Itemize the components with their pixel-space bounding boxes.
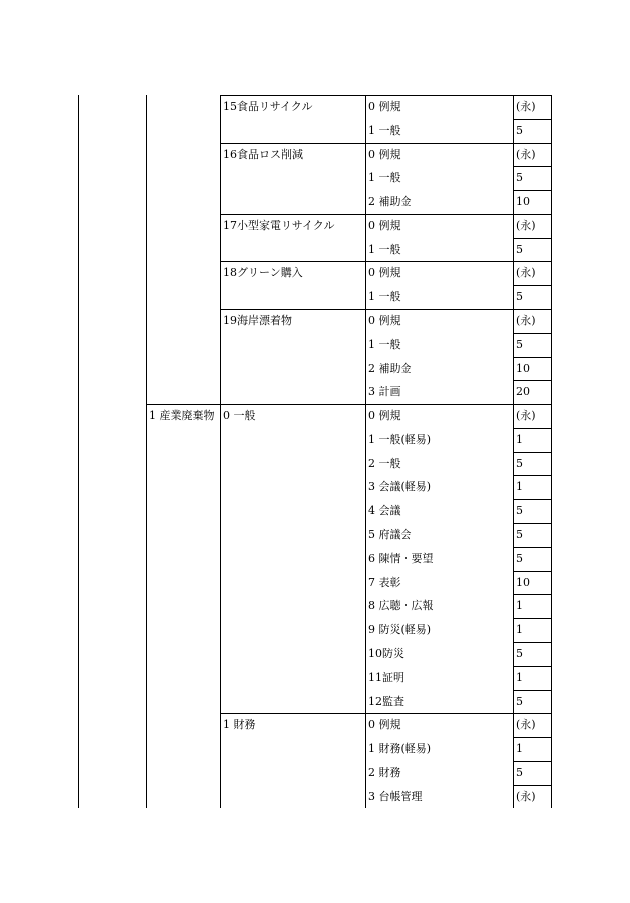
item-label: 1 一般 — [368, 337, 401, 351]
group-separator — [220, 214, 551, 215]
subcategory-label: 16食品ロス削減 — [223, 147, 303, 161]
row-separator — [513, 499, 551, 500]
group-separator — [220, 713, 551, 714]
item-label: 1 一般 — [368, 290, 401, 304]
retention-period: (永) — [516, 718, 536, 732]
subcategory-label: 15食品リサイクル — [223, 100, 313, 113]
row-separator — [513, 119, 551, 120]
table-border-right — [551, 95, 552, 808]
row-separator — [513, 166, 551, 167]
item-label: 0 例規 — [368, 100, 401, 113]
row-separator — [513, 571, 551, 572]
row-separator — [513, 523, 551, 524]
subcategory-label: 18グリーン購入 — [223, 266, 303, 280]
row-separator — [513, 594, 551, 595]
item-label: 1 一般 — [368, 123, 401, 137]
item-label: 12監査 — [368, 694, 404, 708]
row-separator — [513, 666, 551, 667]
item-label: 6 陳情・要望 — [368, 551, 434, 565]
retention-period: (永) — [516, 147, 536, 161]
item-label: 9 防災(軽易) — [368, 623, 432, 637]
retention-period: (永) — [516, 100, 536, 113]
row-separator — [513, 190, 551, 191]
retention-period: 5 — [516, 242, 523, 256]
retention-period: 5 — [516, 171, 523, 185]
row-separator — [513, 285, 551, 286]
retention-period: 10 — [516, 361, 530, 375]
item-label: 0 例規 — [368, 218, 401, 232]
subcategory-label: 19海岸漂着物 — [223, 314, 292, 328]
retention-period: (永) — [516, 266, 536, 280]
item-label: 10防災 — [368, 646, 404, 660]
item-label: 0 例規 — [368, 409, 401, 423]
retention-period: 10 — [516, 575, 530, 589]
table-border-top — [220, 95, 551, 96]
item-label: 1 一般 — [368, 171, 401, 185]
retention-period: 1 — [516, 599, 523, 613]
item-label: 7 表彰 — [368, 575, 401, 589]
item-label: 5 府議会 — [368, 528, 412, 542]
row-separator — [513, 428, 551, 429]
retention-period: 5 — [516, 694, 523, 708]
item-label: 8 広聴・広報 — [368, 599, 434, 613]
retention-period: 10 — [516, 195, 530, 209]
item-label: 2 補助金 — [368, 361, 412, 375]
item-label: 3 会議(軽易) — [368, 480, 432, 494]
retention-period: (永) — [516, 314, 536, 328]
row-separator — [513, 761, 551, 762]
item-label: 3 台帳管理 — [368, 789, 423, 803]
group-separator — [220, 309, 551, 310]
retention-period: 5 — [516, 290, 523, 304]
item-label: 2 一般 — [368, 456, 401, 470]
group-separator — [146, 404, 551, 405]
row-separator — [513, 238, 551, 239]
retention-period: 1 — [516, 670, 523, 684]
item-label: 0 例規 — [368, 314, 401, 328]
item-label: 1 財務(軽易) — [368, 742, 432, 756]
row-separator — [513, 618, 551, 619]
item-label: 2 補助金 — [368, 195, 412, 209]
retention-period: 5 — [516, 528, 523, 542]
retention-period: 5 — [516, 504, 523, 518]
group-separator — [220, 143, 551, 144]
row-separator — [513, 333, 551, 334]
retention-period: (永) — [516, 409, 536, 423]
column-rule-1 — [146, 95, 147, 808]
table-border-left — [78, 95, 79, 808]
row-separator — [513, 547, 551, 548]
item-label: 0 例規 — [368, 147, 401, 161]
row-separator — [513, 475, 551, 476]
item-label: 4 会議 — [368, 504, 401, 518]
retention-period: 1 — [516, 742, 523, 756]
item-label: 1 一般 — [368, 242, 401, 256]
retention-period: 5 — [516, 456, 523, 470]
item-label: 2 財務 — [368, 765, 401, 779]
retention-period: 1 — [516, 480, 523, 494]
retention-period: 5 — [516, 765, 523, 779]
retention-period: 5 — [516, 646, 523, 660]
category-label: 1 産業廃棄物 — [149, 409, 215, 423]
row-separator — [513, 690, 551, 691]
retention-period: 20 — [516, 385, 530, 399]
subcategory-label: 17小型家電リサイクル — [223, 218, 335, 232]
retention-period: 1 — [516, 623, 523, 637]
column-rule-3 — [365, 95, 366, 808]
item-label: 0 例規 — [368, 266, 401, 280]
retention-period: 5 — [516, 551, 523, 565]
item-label: 11証明 — [368, 670, 404, 684]
row-separator — [513, 452, 551, 453]
subcategory-label: 1 財務 — [223, 718, 256, 732]
row-separator — [513, 737, 551, 738]
retention-period: (永) — [516, 218, 536, 232]
row-separator — [513, 357, 551, 358]
item-label: 3 計画 — [368, 385, 401, 399]
retention-period: (永) — [516, 789, 536, 803]
item-label: 0 例規 — [368, 718, 401, 732]
retention-period: 1 — [516, 432, 523, 446]
subcategory-label: 0 一般 — [223, 409, 256, 423]
group-separator — [220, 261, 551, 262]
row-separator — [513, 380, 551, 381]
item-label: 1 一般(軽易) — [368, 432, 432, 446]
row-separator — [513, 785, 551, 786]
column-rule-2 — [220, 95, 221, 808]
retention-period: 5 — [516, 123, 523, 137]
retention-period: 5 — [516, 337, 523, 351]
row-separator — [513, 642, 551, 643]
